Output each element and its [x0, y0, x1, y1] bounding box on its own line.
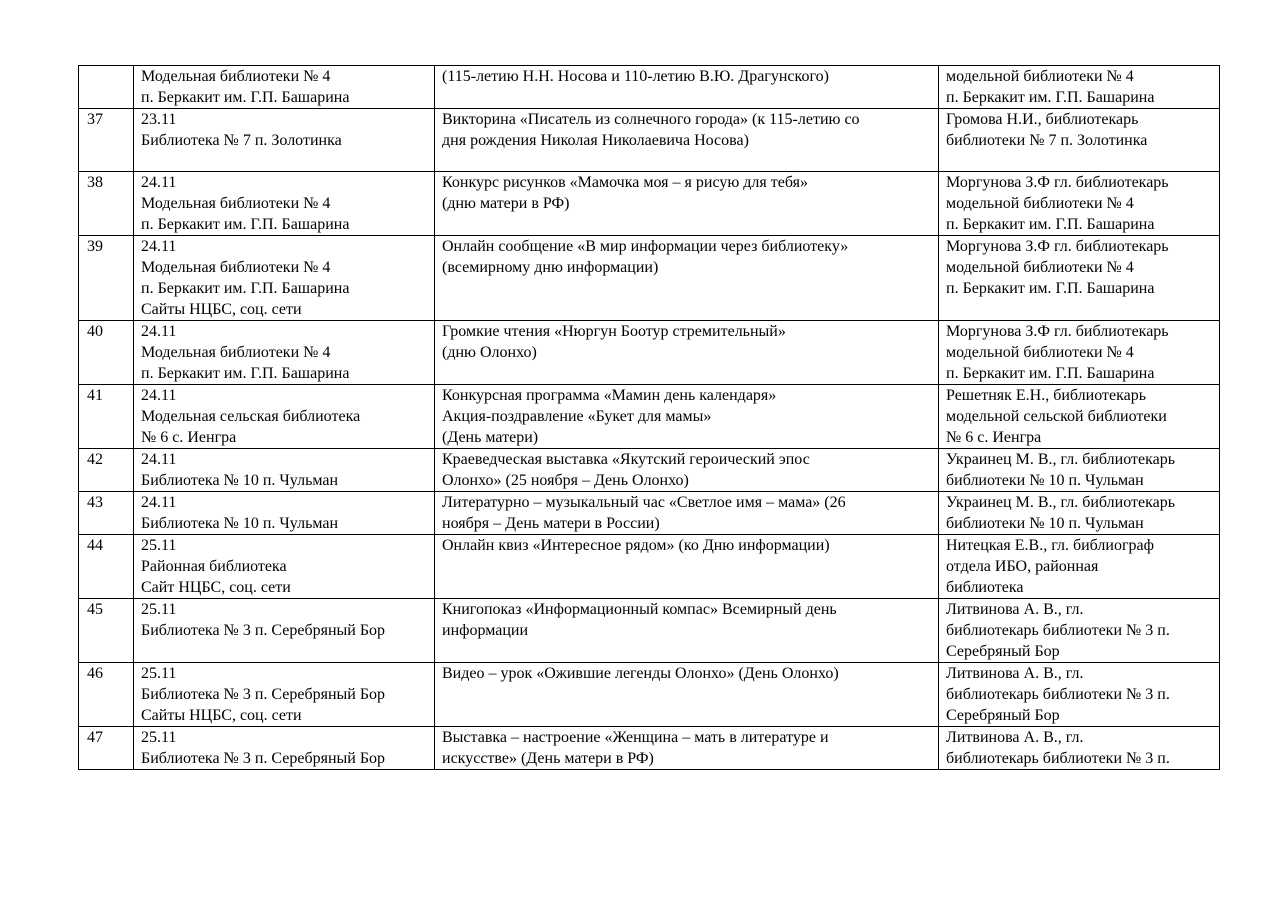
event-line: (дню Олонхо)	[442, 344, 537, 361]
responsible-line: Нитецкая Е.В., гл. библиограф	[946, 537, 1154, 554]
date-place-line: Библиотека № 10 п. Чульман	[141, 472, 339, 489]
date-place-cell	[134, 109, 435, 172]
date-place-cell	[134, 492, 435, 535]
row-number-cell: 47	[79, 727, 134, 770]
date-place-line: Библиотека № 7 п. Золотинка	[141, 132, 342, 149]
event-line: Акция-поздравление «Букет для мамы»	[442, 408, 712, 425]
responsible-line: библиотека	[946, 579, 1024, 596]
row-number-cell: 39	[79, 236, 134, 321]
responsible-cell	[939, 236, 1220, 321]
event-line: Онлайн сообщение «В мир информации через библиотеку»	[442, 238, 849, 255]
date-place-line: 24.11	[141, 323, 177, 340]
date-place-line: 24.11	[141, 494, 177, 511]
event-line: Видео – урок «Ожившие легенды Олонхо» (День Олонхо)	[442, 665, 839, 682]
event-line: Онлайн квиз «Интересное рядом» (ко Дню информации)	[442, 537, 830, 554]
responsible-cell	[939, 172, 1220, 236]
date-place-line: п. Беркакит им. Г.П. Башарина	[141, 365, 350, 382]
date-place-cell	[134, 172, 435, 236]
responsible-cell	[939, 599, 1220, 663]
date-place-line: Библиотека № 3 п. Серебряный Бор	[141, 622, 386, 639]
date-place-line: Сайты НЦБС, соц. сети	[141, 301, 302, 318]
date-place-line: 24.11	[141, 451, 177, 468]
responsible-line: Моргунова З.Ф гл. библиотекарь	[946, 323, 1169, 340]
event-line: Краеведческая выставка «Якутский героический эпос	[442, 451, 810, 468]
event-line: Конкурсная программа «Мамин день календаря»	[442, 387, 777, 404]
responsible-line: Моргунова З.Ф гл. библиотекарь	[946, 174, 1169, 191]
event-line: Книгопоказ «Информационный компас» Всемирный день	[442, 601, 837, 618]
date-place-line: 24.11	[141, 238, 177, 255]
responsible-cell	[939, 321, 1220, 385]
date-place-line: Библиотека № 3 п. Серебряный Бор	[141, 686, 386, 703]
table-row	[79, 385, 1220, 449]
row-number-cell: 45	[79, 599, 134, 663]
responsible-line: модельной библиотеки № 4	[946, 344, 1134, 361]
responsible-line: п. Беркакит им. Г.П. Башарина	[946, 216, 1155, 233]
event-line: (115-летию Н.Н. Носова и 110-летию В.Ю. Драгунского)	[442, 68, 829, 85]
row-number-cell: 46	[79, 663, 134, 727]
responsible-line: библиотеки № 10 п. Чульман	[946, 472, 1144, 489]
event-line: Выставка – настроение «Женщина – мать в литературе и	[442, 729, 829, 746]
row-number-cell: 40	[79, 321, 134, 385]
event-cell	[435, 172, 939, 236]
date-place-line: Модельная библиотеки № 4	[141, 344, 331, 361]
event-cell	[435, 321, 939, 385]
date-place-line: Модельная библиотеки № 4	[141, 68, 331, 85]
responsible-cell	[939, 492, 1220, 535]
table-row	[79, 321, 1220, 385]
responsible-line: библиотеки № 10 п. Чульман	[946, 515, 1144, 532]
date-place-line: 23.11	[141, 111, 177, 128]
table-row	[79, 727, 1220, 770]
date-place-line: п. Беркакит им. Г.П. Башарина	[141, 89, 350, 106]
table-row	[79, 66, 1220, 109]
responsible-line: п. Беркакит им. Г.П. Башарина	[946, 89, 1155, 106]
table-row	[79, 535, 1220, 599]
date-place-cell	[134, 663, 435, 727]
date-place-line: п. Беркакит им. Г.П. Башарина	[141, 280, 350, 297]
responsible-line: Украинец М. В., гл. библиотекарь	[946, 451, 1176, 468]
date-place-line: 25.11	[141, 729, 177, 746]
date-place-line: Модельная библиотеки № 4	[141, 195, 331, 212]
event-line: Громкие чтения «Нюргун Боотур стремительный»	[442, 323, 786, 340]
event-cell	[435, 449, 939, 492]
responsible-line: библиотекарь библиотеки № 3 п.	[946, 686, 1170, 703]
table-row	[79, 172, 1220, 236]
responsible-line: п. Беркакит им. Г.П. Башарина	[946, 365, 1155, 382]
event-line: (День матери)	[442, 429, 539, 446]
responsible-line: модельной библиотеки № 4	[946, 195, 1134, 212]
responsible-line: Серебряный Бор	[946, 707, 1060, 724]
responsible-cell	[939, 449, 1220, 492]
date-place-line: 24.11	[141, 174, 177, 191]
row-number-cell	[79, 66, 134, 109]
event-line: искусстве» (День матери в РФ)	[442, 750, 654, 767]
date-place-line: Сайты НЦБС, соц. сети	[141, 707, 302, 724]
responsible-cell	[939, 66, 1220, 109]
date-place-cell	[134, 449, 435, 492]
responsible-line: № 6 с. Иенгра	[946, 429, 1042, 446]
responsible-line: п. Беркакит им. Г.П. Башарина	[946, 280, 1155, 297]
date-place-line: 25.11	[141, 665, 177, 682]
event-line: информации	[442, 622, 529, 639]
date-place-cell	[134, 66, 435, 109]
responsible-line: модельной библиотеки № 4	[946, 259, 1134, 276]
responsible-cell	[939, 109, 1220, 172]
responsible-line: модельной сельской библиотеки	[946, 408, 1167, 425]
responsible-cell	[939, 535, 1220, 599]
responsible-line: библиотекарь библиотеки № 3 п.	[946, 622, 1170, 639]
date-place-cell	[134, 236, 435, 321]
date-place-cell	[134, 727, 435, 770]
responsible-cell	[939, 385, 1220, 449]
date-place-line: Библиотека № 10 п. Чульман	[141, 515, 339, 532]
table-row	[79, 236, 1220, 321]
date-place-line: 25.11	[141, 601, 177, 618]
table-row	[79, 599, 1220, 663]
event-cell	[435, 109, 939, 172]
responsible-line: отдела ИБО, районная	[946, 558, 1099, 575]
date-place-cell	[134, 321, 435, 385]
responsible-line: Литвинова А. В., гл.	[946, 665, 1084, 682]
event-cell	[435, 236, 939, 321]
responsible-line: Моргунова З.Ф гл. библиотекарь	[946, 238, 1169, 255]
event-line: Конкурс рисунков «Мамочка моя – я рисую для тебя»	[442, 174, 808, 191]
date-place-cell	[134, 385, 435, 449]
responsible-cell	[939, 663, 1220, 727]
responsible-line: Решетняк Е.Н., библиотекарь	[946, 387, 1147, 404]
responsible-line: Серебряный Бор	[946, 643, 1060, 660]
table-row	[79, 492, 1220, 535]
event-line: Викторина «Писатель из солнечного города» (к 115-летию со	[442, 111, 860, 128]
responsible-line: модельной библиотеки № 4	[946, 68, 1134, 85]
date-place-line: № 6 с. Иенгра	[141, 429, 237, 446]
event-cell	[435, 492, 939, 535]
event-cell	[435, 599, 939, 663]
event-cell	[435, 385, 939, 449]
event-line: ноября – День матери в России)	[442, 515, 660, 532]
date-place-line: 25.11	[141, 537, 177, 554]
event-line: (дню матери в РФ)	[442, 195, 570, 212]
table-row	[79, 449, 1220, 492]
date-place-line: Модельная сельская библиотека	[141, 408, 361, 425]
date-place-cell	[134, 599, 435, 663]
responsible-line: Громова Н.И., библиотекарь	[946, 111, 1139, 128]
row-number-cell: 37	[79, 109, 134, 172]
row-number-cell: 44	[79, 535, 134, 599]
date-place-line: Библиотека № 3 п. Серебряный Бор	[141, 750, 386, 767]
event-line: Литературно – музыкальный час «Светлое имя – мама» (26	[442, 494, 846, 511]
responsible-line: Литвинова А. В., гл.	[946, 729, 1084, 746]
responsible-line: Украинец М. В., гл. библиотекарь	[946, 494, 1176, 511]
responsible-line: Литвинова А. В., гл.	[946, 601, 1084, 618]
events-table	[78, 65, 1220, 770]
row-number-cell: 41	[79, 385, 134, 449]
events-table-body	[79, 66, 1220, 770]
date-place-cell	[134, 535, 435, 599]
event-line: Олонхо» (25 ноября – День Олонхо)	[442, 472, 689, 489]
date-place-line: Модельная библиотеки № 4	[141, 259, 331, 276]
table-row	[79, 109, 1220, 172]
event-cell	[435, 663, 939, 727]
responsible-line: библиотеки № 7 п. Золотинка	[946, 132, 1148, 149]
row-number-cell: 38	[79, 172, 134, 236]
event-cell	[435, 535, 939, 599]
event-line: (всемирному дню информации)	[442, 259, 659, 276]
responsible-line: библиотекарь библиотеки № 3 п.	[946, 750, 1170, 767]
date-place-line: Районная библиотека	[141, 558, 287, 575]
date-place-line: п. Беркакит им. Г.П. Башарина	[141, 216, 350, 233]
event-cell	[435, 727, 939, 770]
responsible-cell	[939, 727, 1220, 770]
row-number-cell: 42	[79, 449, 134, 492]
row-number-cell: 43	[79, 492, 134, 535]
date-place-line: 24.11	[141, 387, 177, 404]
date-place-line: Сайт НЦБС, соц. сети	[141, 579, 291, 596]
event-cell	[435, 66, 939, 109]
table-row	[79, 663, 1220, 727]
event-line: дня рождения Николая Николаевича Носова)	[442, 132, 749, 149]
